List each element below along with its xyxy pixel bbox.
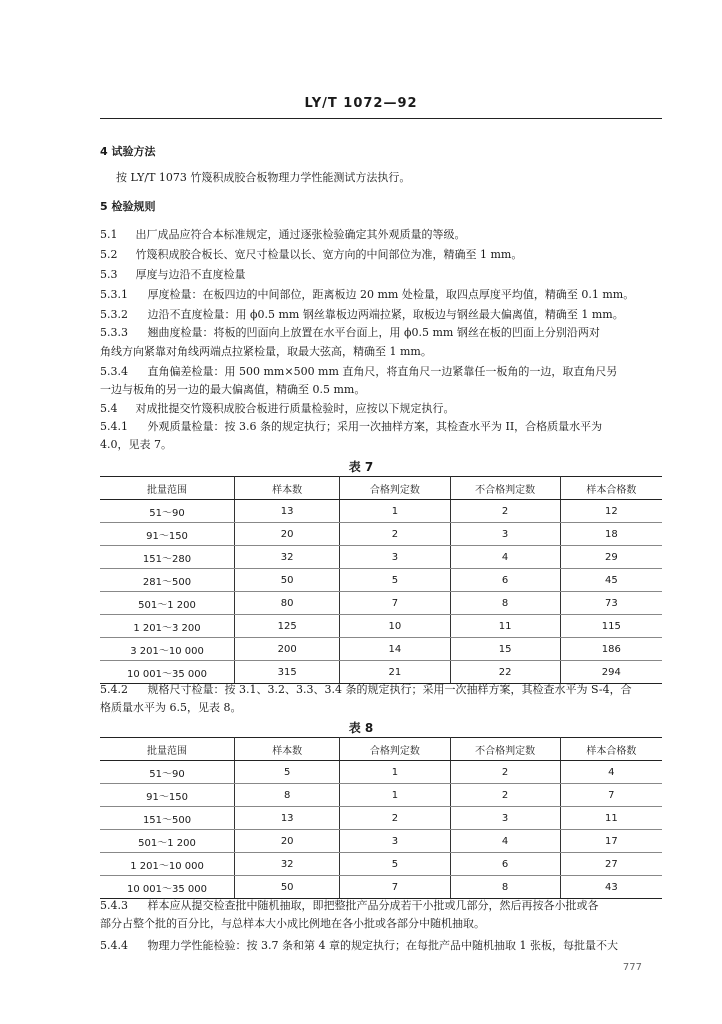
- table-cell: 115: [560, 615, 662, 638]
- clause-number: 5.3.4: [100, 365, 128, 378]
- table-row: [100, 853, 662, 876]
- page-number: 777: [622, 962, 642, 973]
- table-cell: 18: [560, 523, 662, 546]
- table-cell: 13: [235, 807, 340, 830]
- table-cell: 32: [235, 853, 340, 876]
- table-row: [100, 523, 662, 546]
- table-cell: 73: [560, 592, 662, 615]
- table-cell: 151～280: [100, 546, 235, 569]
- clause-number: 5.4.4: [100, 939, 128, 952]
- table-cell: 80: [235, 592, 340, 615]
- table-cell: 501～1 200: [100, 592, 235, 615]
- table-header-row: [100, 738, 662, 761]
- table-cell: 3 201～10 000: [100, 638, 235, 661]
- table-cell: 1: [340, 500, 450, 523]
- table-cell: 5: [235, 761, 340, 784]
- table-cell: 50: [235, 876, 340, 899]
- table-cell: 7: [340, 592, 450, 615]
- clause-number: 5.3.1: [100, 288, 128, 301]
- column-header: 样本合格数: [560, 738, 662, 761]
- column-header: 批量范围: [100, 477, 235, 500]
- section-4-heading: 4 试验方法: [100, 145, 156, 158]
- table-cell: 315: [235, 661, 340, 684]
- table-row: [100, 500, 662, 523]
- table-cell: 501～1 200: [100, 830, 235, 853]
- table-cell: 91～150: [100, 784, 235, 807]
- column-header: 合格判定数: [340, 477, 450, 500]
- clause-number: 5.4: [100, 402, 118, 415]
- clause-5-3-1: [100, 288, 634, 302]
- column-header: 样本数: [235, 738, 340, 761]
- clause-5-4-3-cont: 部分占整个批的百分比，与总样本大小成比例地在各小批或各部分中随机抽取。: [100, 917, 485, 930]
- table-cell: 10 001～35 000: [100, 661, 235, 684]
- table-row: [100, 546, 662, 569]
- clause-5-4-2: [100, 683, 632, 697]
- clause-text: 物理力学性能检验：按 3.7 条和第 4 章的规定执行；在每批产品中随机抽取 1 张板，每批量不大: [147, 939, 618, 952]
- table-cell: 7: [340, 876, 450, 899]
- clause-number: 5.3.2: [100, 308, 128, 321]
- clause-text: 厚度与边沿不直度检量: [135, 268, 246, 281]
- clause-5-3-4: [100, 365, 617, 379]
- table-cell: 20: [235, 523, 340, 546]
- clause-5-4: [100, 402, 455, 416]
- table-cell: 8: [235, 784, 340, 807]
- table-8: [100, 737, 662, 899]
- column-header: 批量范围: [100, 738, 235, 761]
- column-header: 不合格判定数: [450, 477, 560, 500]
- table-cell: 6: [450, 569, 560, 592]
- table-cell: 13: [235, 500, 340, 523]
- table-header-row: [100, 477, 662, 500]
- table-row: [100, 876, 662, 899]
- clause-number: 5.3.3: [100, 326, 128, 339]
- clause-text: 样本应从提交检查批中随机抽取，即把整批产品分成若干小批或几部分，然后再按各小批或各: [147, 899, 599, 912]
- table-cell: 51～90: [100, 500, 235, 523]
- table-cell: 21: [340, 661, 450, 684]
- table-cell: 3: [340, 546, 450, 569]
- clause-5-3-3-cont: 角线方向紧靠对角线两端点拉紧检量，取最大弦高，精确至 1 mm。: [100, 345, 432, 358]
- table-cell: 22: [450, 661, 560, 684]
- table-cell: 200: [235, 638, 340, 661]
- clause-5-4-1: [100, 420, 602, 434]
- clause-5-3-2: [100, 308, 624, 322]
- clause-number: 5.4.2: [100, 683, 128, 696]
- table-cell: 151～500: [100, 807, 235, 830]
- table-row: [100, 784, 662, 807]
- clause-5-3: [100, 268, 246, 282]
- table-cell: 2: [450, 500, 560, 523]
- table-cell: 1 201～3 200: [100, 615, 235, 638]
- table-row: [100, 638, 662, 661]
- table-cell: 281～500: [100, 569, 235, 592]
- clause-number: 5.2: [100, 248, 118, 261]
- clause-text: 出厂成品应符合本标准规定，通过逐张检验确定其外观质量的等级。: [135, 228, 466, 241]
- table-7-caption: 表 7: [348, 460, 374, 474]
- header-rule: [100, 118, 662, 119]
- table-cell: 6: [450, 853, 560, 876]
- table-cell: 2: [450, 784, 560, 807]
- clause-5-4-1-cont: 4.0，见表 7。: [100, 438, 172, 451]
- column-header: 样本数: [235, 477, 340, 500]
- table-cell: 294: [560, 661, 662, 684]
- clause-text: 边沿不直度检量：用 ϕ0.5 mm 钢丝靠板边两端拉紧，取板边与钢丝最大偏离值，精确至 1 mm。: [147, 308, 624, 321]
- section-5-heading: 5 检验规则: [100, 200, 156, 213]
- table-cell: 4: [450, 830, 560, 853]
- table-row: [100, 592, 662, 615]
- table-cell: 32: [235, 546, 340, 569]
- table-cell: 2: [340, 807, 450, 830]
- table-cell: 20: [235, 830, 340, 853]
- standard-number-header: LY/T 1072—92: [304, 96, 418, 111]
- table-cell: 43: [560, 876, 662, 899]
- clause-5-1: [100, 228, 466, 242]
- clause-number: 5.1: [100, 228, 118, 241]
- clause-text: 外观质量检量：按 3.6 条的规定执行；采用一次抽样方案，其检查水平为 II，合格质量水平为: [147, 420, 603, 433]
- table-row: [100, 661, 662, 684]
- column-header: 合格判定数: [340, 738, 450, 761]
- table-cell: 14: [340, 638, 450, 661]
- clause-5-2: [100, 248, 522, 262]
- table-cell: 17: [560, 830, 662, 853]
- table-cell: 10 001～35 000: [100, 876, 235, 899]
- clause-5-4-3: [100, 899, 599, 913]
- section-4-text: 按 LY/T 1073 竹篾积成胶合板物理力学性能测试方法执行。: [116, 171, 411, 184]
- table-cell: 4: [560, 761, 662, 784]
- clause-number: 5.3: [100, 268, 118, 281]
- table-cell: 125: [235, 615, 340, 638]
- table-cell: 1: [340, 784, 450, 807]
- table-cell: 10: [340, 615, 450, 638]
- column-header: 不合格判定数: [450, 738, 560, 761]
- table-row: [100, 615, 662, 638]
- table-cell: 186: [560, 638, 662, 661]
- table-cell: 50: [235, 569, 340, 592]
- table-cell: 1 201～10 000: [100, 853, 235, 876]
- table-cell: 27: [560, 853, 662, 876]
- table-8-caption: 表 8: [348, 721, 374, 735]
- clause-number: 5.4.3: [100, 899, 128, 912]
- table-row: [100, 807, 662, 830]
- table-cell: 45: [560, 569, 662, 592]
- column-header: 样本合格数: [560, 477, 662, 500]
- table-cell: 1: [340, 761, 450, 784]
- clause-number: 5.4.1: [100, 420, 128, 433]
- clause-5-4-4: [100, 939, 618, 953]
- table-cell: 11: [560, 807, 662, 830]
- table-cell: 3: [450, 523, 560, 546]
- clause-text: 厚度检量：在板四边的中间部位，距离板边 20 mm 处检量，取四点厚度平均值，精确至 0.1 mm。: [147, 288, 635, 301]
- clause-text: 竹篾积成胶合板长、宽尺寸检量以长、宽方向的中间部位为准，精确至 1 mm。: [135, 248, 523, 261]
- table-cell: 15: [450, 638, 560, 661]
- table-cell: 12: [560, 500, 662, 523]
- clause-5-3-3: [100, 326, 600, 340]
- table-cell: 8: [450, 876, 560, 899]
- clause-text: 对成批提交竹篾积成胶合板进行质量检验时，应按以下规定执行。: [135, 402, 455, 415]
- table-cell: 5: [340, 853, 450, 876]
- table-row: [100, 569, 662, 592]
- table-7: [100, 476, 662, 684]
- table-cell: 2: [450, 761, 560, 784]
- table-cell: 11: [450, 615, 560, 638]
- table-cell: 7: [560, 784, 662, 807]
- table-cell: 3: [450, 807, 560, 830]
- clause-text: 直角偏差检量：用 500 mm×500 mm 直角尺，将直角尺一边紧靠任一板角的一边，取直角尺另: [147, 365, 618, 378]
- clause-5-4-2-cont: 格质量水平为 6.5，见表 8。: [100, 701, 242, 714]
- clause-text: 规格尺寸检量：按 3.1、3.2、3.3、3.4 条的规定执行；采用一次抽样方案，其检查水平为 S-4，合: [147, 683, 632, 696]
- table-cell: 2: [340, 523, 450, 546]
- table-cell: 4: [450, 546, 560, 569]
- table-cell: 51～90: [100, 761, 235, 784]
- table-cell: 29: [560, 546, 662, 569]
- table-cell: 5: [340, 569, 450, 592]
- table-cell: 91～150: [100, 523, 235, 546]
- table-cell: 3: [340, 830, 450, 853]
- table-row: [100, 761, 662, 784]
- clause-text: 翘曲度检量：将板的凹面向上放置在水平台面上，用 ϕ0.5 mm 钢丝在板的凹面上分别沿两对: [147, 326, 600, 339]
- clause-5-3-4-cont: 一边与板角的另一边的最大偏离值，精确至 0.5 mm。: [100, 383, 366, 396]
- table-row: [100, 830, 662, 853]
- table-cell: 8: [450, 592, 560, 615]
